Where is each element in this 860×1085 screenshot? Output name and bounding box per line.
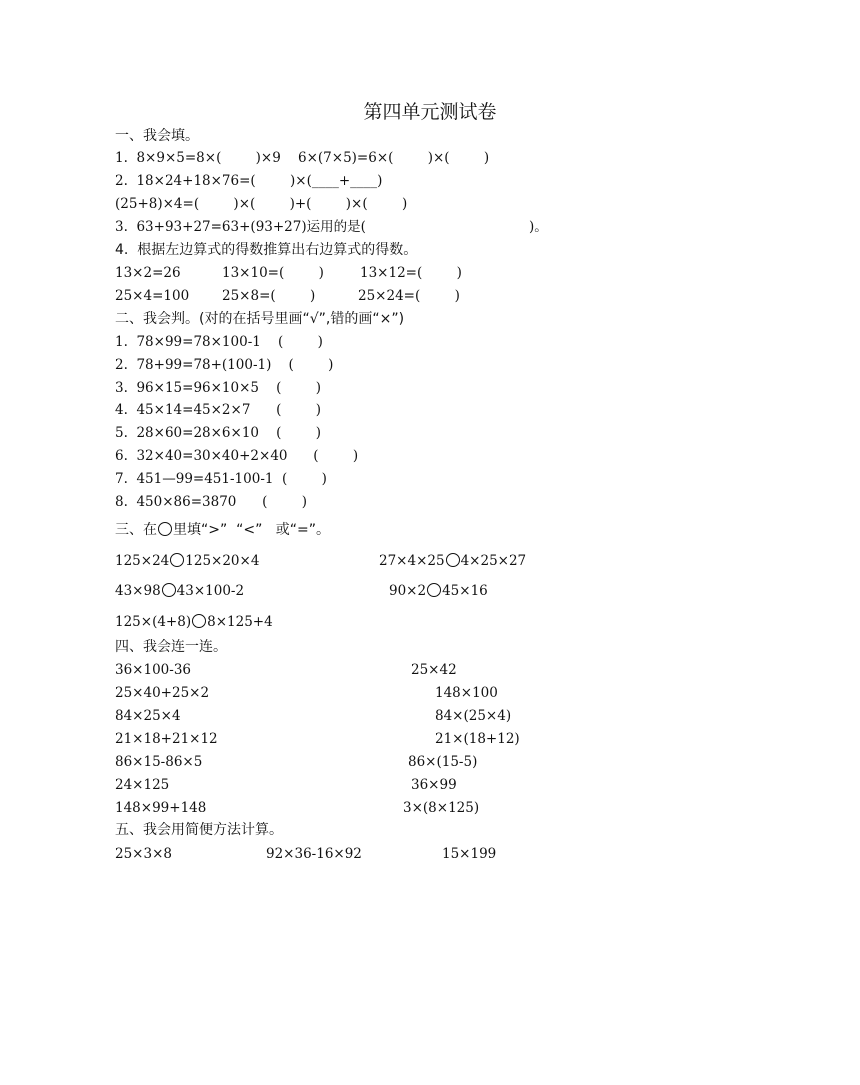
section-2-heading: 二、我会判。(对的在括号里画“√”,错的画“×”) <box>115 311 405 327</box>
s1-question-2a: 2. 18×24+18×76=( )×(____+____) <box>115 173 383 189</box>
s1-question-2b: (25+8)×4=( )×( )+( )×( ) <box>115 196 408 212</box>
s1-question-1: 1. 8×9×5=8×( )×9 6×(7×5)=6×( )×( ) <box>115 150 490 166</box>
compare-right: 125×20×4 <box>185 553 260 569</box>
s1-q4-row1-col3: 13×12=( ) <box>360 265 462 281</box>
answer-circle-icon[interactable] <box>427 583 441 597</box>
compare-left: 27×4×25 <box>379 553 445 569</box>
s5-item: 92×36-16×92 <box>266 846 362 862</box>
s1-q4-row1-col2: 13×10=( ) <box>222 265 324 281</box>
compare-right: 45×16 <box>442 583 488 599</box>
s3-row3-left <box>115 613 273 631</box>
match-right-item[interactable]: 3×(8×125) <box>403 800 480 816</box>
section-1-heading: 一、我会填。 <box>115 128 199 144</box>
s1-q4-row2-col3: 25×24=( ) <box>358 288 460 304</box>
compare-left: 125×(4+8) <box>115 614 192 630</box>
match-left-item[interactable]: 24×125 <box>115 777 170 793</box>
s2-item: 4. 45×14=45×2×7 ( ) <box>115 402 322 418</box>
answer-circle-icon[interactable] <box>446 553 460 567</box>
match-left-item[interactable]: 148×99+148 <box>115 800 207 816</box>
compare-right: 43×100-2 <box>176 583 245 599</box>
s3-row1-left <box>115 552 259 570</box>
answer-circle-icon[interactable] <box>162 583 176 597</box>
s1-question-3: 3. 63+93+27=63+(93+27)运用的是( )。 <box>115 219 548 235</box>
s1-q4-row2-col2: 25×8=( ) <box>222 288 316 304</box>
compare-right: 4×25×27 <box>460 553 527 569</box>
s1-q4-row1-col1: 13×2=26 <box>115 265 181 281</box>
match-right-item[interactable]: 86×(15-5) <box>408 754 478 770</box>
match-left-item[interactable]: 86×15-86×5 <box>115 754 203 770</box>
answer-circle-icon[interactable] <box>170 553 184 567</box>
match-right-item[interactable]: 36×99 <box>411 777 457 793</box>
section-5-heading: 五、我会用简便方法计算。 <box>115 822 283 838</box>
s3-row2-left <box>115 582 244 600</box>
section-4-heading: 四、我会连一连。 <box>115 639 227 655</box>
compare-left: 90×2 <box>389 583 427 599</box>
s2-item: 2. 78+99=78+(100-1) ( ) <box>115 357 334 373</box>
s1-question-4: 4. 根据左边算式的得数推算出右边算式的得数。 <box>115 242 418 258</box>
compare-left: 43×98 <box>115 583 161 599</box>
s5-item: 25×3×8 <box>115 846 172 862</box>
compare-right: 8×125+4 <box>207 614 273 630</box>
s2-item: 3. 96×15=96×10×5 ( ) <box>115 380 322 396</box>
s2-item: 8. 450×86=3870 ( ) <box>115 494 307 510</box>
s3-heading-part-a: 三、在 <box>115 522 157 538</box>
match-right-item[interactable]: 21×(18+12) <box>435 731 520 747</box>
s2-item: 1. 78×99=78×100-1 ( ) <box>115 334 323 350</box>
s2-item: 6. 32×40=30×40+2×40 ( ) <box>115 448 359 464</box>
match-right-item[interactable]: 148×100 <box>435 685 498 701</box>
s3-row1-right <box>379 552 526 570</box>
s3-heading-part-b: 里填“>” “<” 或“=”。 <box>173 522 330 538</box>
match-right-item[interactable]: 25×42 <box>411 662 457 678</box>
match-left-item[interactable]: 25×40+25×2 <box>115 685 210 701</box>
match-left-item[interactable]: 21×18+21×12 <box>115 731 218 747</box>
match-left-item[interactable]: 36×100-36 <box>115 662 191 678</box>
compare-left: 125×24 <box>115 553 170 569</box>
match-left-item[interactable]: 84×25×4 <box>115 708 181 724</box>
s3-row2-right <box>389 582 488 600</box>
s1-q4-row2-col1: 25×4=100 <box>115 288 190 304</box>
page-title: 第四单元测试卷 <box>363 101 497 123</box>
answer-circle-icon[interactable] <box>192 614 206 628</box>
section-3-heading <box>115 521 330 539</box>
match-right-item[interactable]: 84×(25×4) <box>435 708 512 724</box>
blank-circle-icon <box>158 522 172 536</box>
s2-item: 5. 28×60=28×6×10 ( ) <box>115 425 322 441</box>
s5-item: 15×199 <box>442 846 497 862</box>
s2-item: 7. 451—99=451-100-1 ( ) <box>115 471 327 487</box>
